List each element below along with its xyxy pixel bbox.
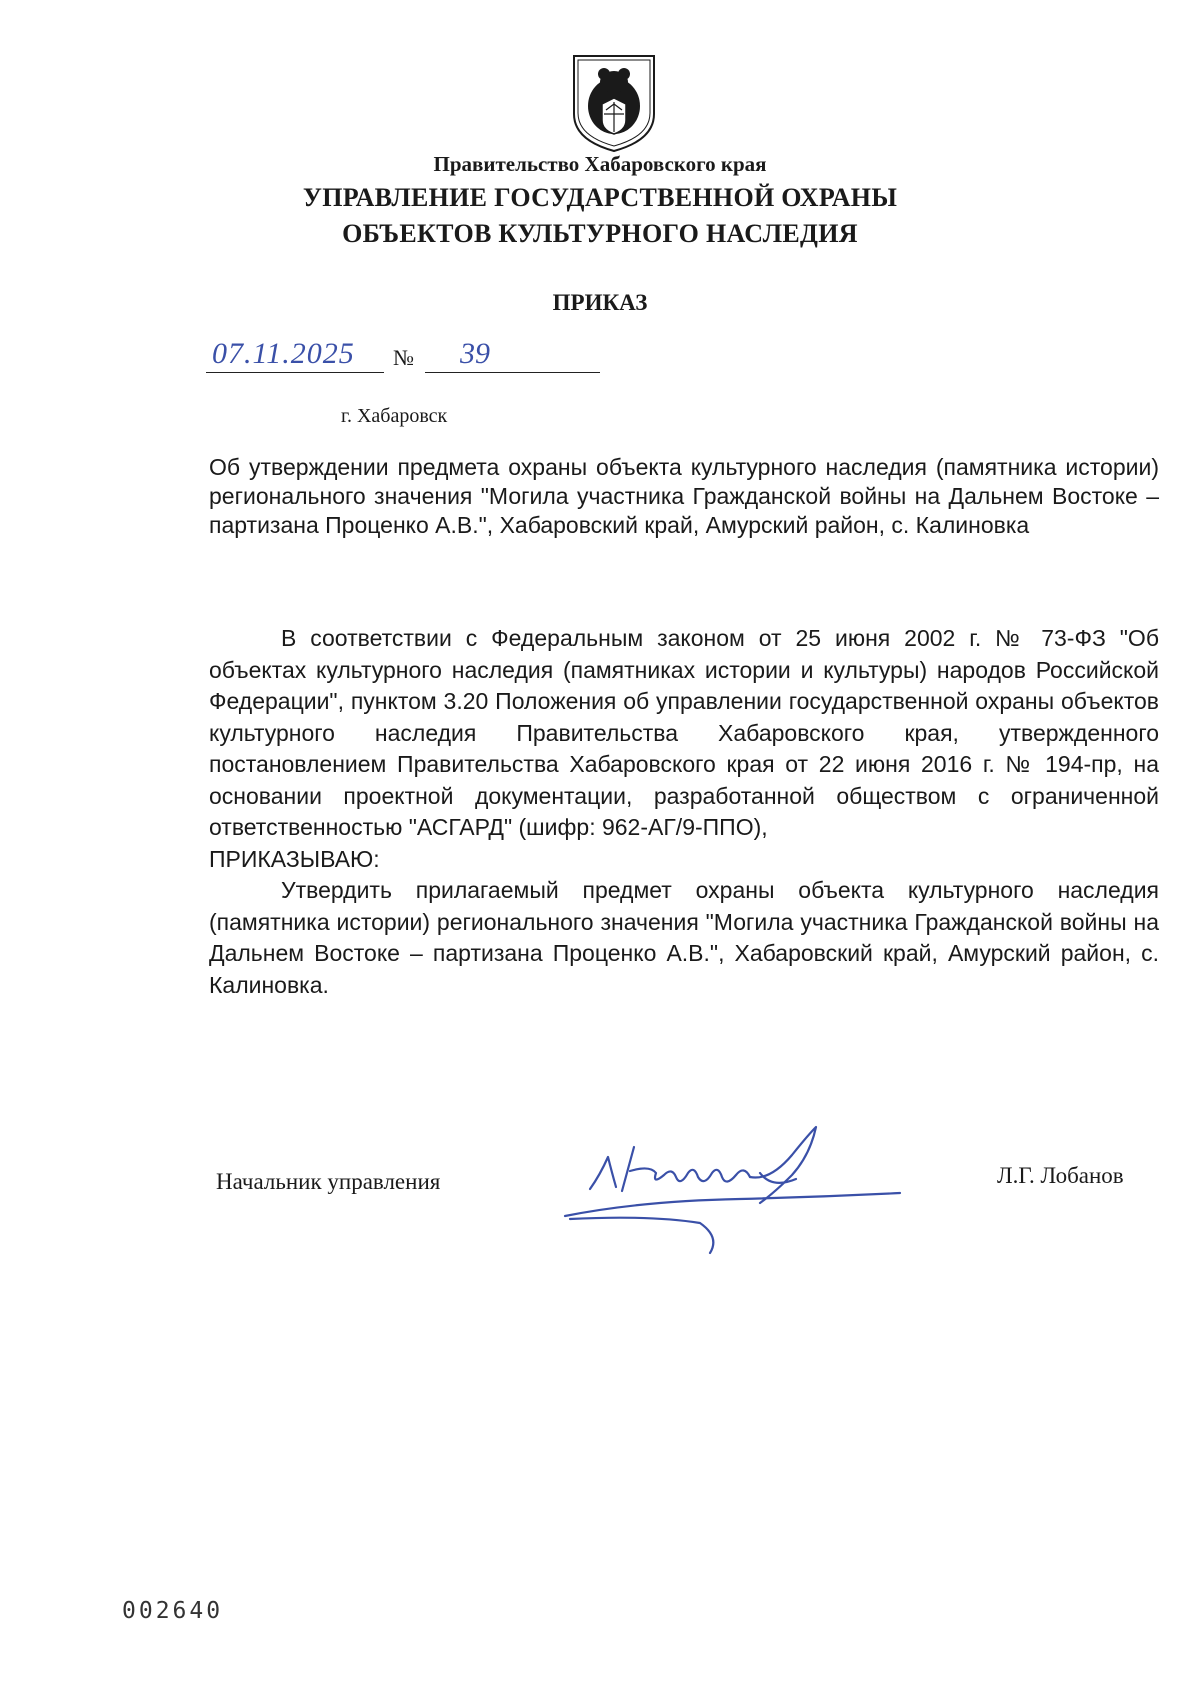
order-word: ПРИКАЗЫВАЮ: [209,845,380,872]
handwritten-signature [560,1115,960,1270]
date-underline [206,372,384,373]
preamble-paragraph: В соответствии с Федеральным законом от 25 июня 2002 г. № 73-ФЗ "Об объектах культурного наследия (памятниках истории и культуры) народов Российской Федерации", пунктом 3.20 Положения об управлении государственной охраны объектов культурного наследия Правительства Хабаровского края, утвержденного постановлением Правительства Хабаровского края от 22 июня 2016 г. № 194-пр, на основании проектной документации, разработанной обществом с ограниченной ответственностью "АСГАРД" (шифр: 962-АГ/9-ППО), [209,625,1159,840]
government-name: Правительство Хабаровского края [433,152,767,176]
city-label: г. Хабаровск [341,405,448,427]
signatory-position: Начальник управления [216,1169,441,1194]
signatory-name: Л.Г. Лобанов [997,1163,1124,1188]
department-name-line-1: УПРАВЛЕНИЕ ГОСУДАРСТВЕННОЙ ОХРАНЫ [302,183,898,212]
number-underline [425,372,600,373]
number-sign: № [393,345,414,370]
document-serial-code: 002640 [122,1598,224,1624]
order-body [209,623,1159,1001]
document-type-title: ПРИКАЗ [552,290,648,315]
department-name-line-2: ОБЪЕКТОВ КУЛЬТУРНОГО НАСЛЕДИЯ [342,219,858,248]
order-subject: Об утверждении предмета охраны объекта культурного наследия (памятника истории) регионального значения "Могила участника Гражданской войны на Дальнем Востоке – партизана Проценко А.В.", Хабаровский край, Амурский район, с. Калиновка [209,454,1159,538]
handwritten-date: 07.11.2025 [212,337,355,370]
coat-of-arms-icon [568,52,660,154]
decision-paragraph: Утвердить прилагаемый предмет охраны объекта культурного наследия (памятника истории) регионального значения "Могила участника Гражданской войны на Дальнем Востоке – партизана Проценко А.В.", Хабаровский край, Амурский район, с. Калиновка. [209,877,1159,998]
handwritten-number: 39 [460,337,490,370]
